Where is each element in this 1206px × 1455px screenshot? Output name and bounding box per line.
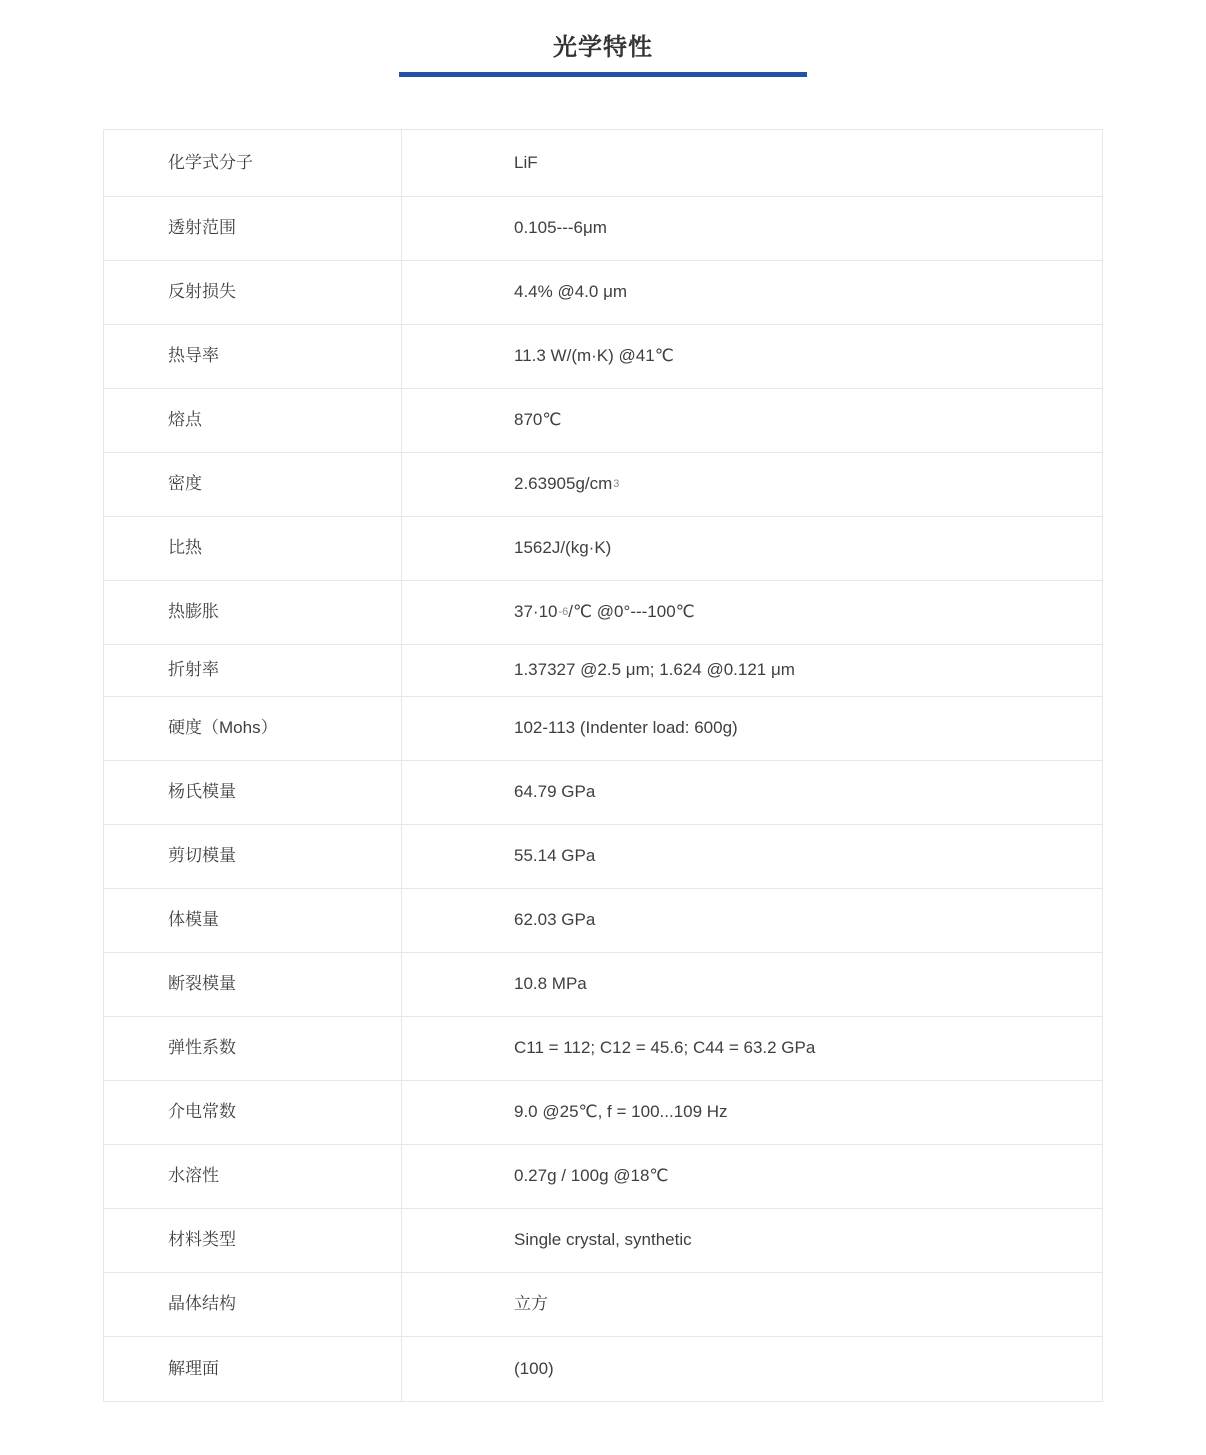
property-value: 62.03 GPa (514, 910, 596, 930)
table-row (104, 1209, 1102, 1273)
property-name: 杨氏模量 (104, 761, 402, 824)
table-row (104, 1145, 1102, 1209)
property-value: 10.8 MPa (514, 974, 587, 994)
title-underline-divider (399, 72, 807, 77)
property-value: 4.4% @4.0 μm (514, 282, 628, 302)
table-row (104, 825, 1102, 889)
property-name: 密度 (104, 453, 402, 516)
property-value: LiF (514, 152, 538, 172)
property-name: 剪切模量 (104, 825, 402, 888)
property-value: C11 = 112; C12 = 45.6; C44 = 63.2 GPa (514, 1038, 816, 1058)
property-value: 37·10 $^{-6}$ /℃ @0°---100℃ (514, 602, 695, 622)
property-value: 1.37327 @2.5 μm; 1.624 @0.121 μm (514, 660, 795, 680)
property-value: 102-113 (Indenter load: 600g) (514, 718, 738, 738)
table-row (104, 389, 1102, 453)
property-name: 材料类型 (104, 1209, 402, 1272)
property-value: 55.14 GPa (514, 846, 596, 866)
property-value: 0.27g / 100g @18℃ (514, 1166, 669, 1186)
property-name: 热膨胀 (104, 581, 402, 644)
property-value: Single crystal, synthetic (514, 1230, 692, 1250)
property-name: 水溶性 (104, 1145, 402, 1208)
property-value: 9.0 @25℃, f = 100...109 Hz (514, 1102, 728, 1122)
property-value: 1562J/(kg·K) (514, 538, 612, 558)
table-row (104, 453, 1102, 517)
table-row (104, 581, 1102, 645)
property-name: 反射损失 (104, 261, 402, 324)
table-row (104, 1081, 1102, 1145)
property-name: 比热 (104, 517, 402, 580)
page-title: 光学特性 (553, 34, 653, 61)
property-name: 折射率 (104, 645, 402, 696)
property-value: 11.3 W/(m·K) @41℃ (514, 346, 674, 366)
property-value: (100) (514, 1358, 554, 1378)
property-value: 0.105---6μm (514, 218, 607, 238)
property-name: 熔点 (104, 389, 402, 452)
property-value: 立方 (514, 1294, 548, 1314)
property-value: 2.63905g/cm $^3$ (514, 474, 620, 494)
property-name: 断裂模量 (104, 953, 402, 1016)
property-name: 体模量 (104, 889, 402, 952)
table-row (104, 953, 1102, 1017)
property-name: 热导率 (104, 325, 402, 388)
property-name: 弹性系数 (104, 1017, 402, 1080)
table-row (104, 761, 1102, 825)
properties-table (103, 129, 1103, 1402)
property-name: 透射范围 (104, 197, 402, 260)
table-row (104, 889, 1102, 953)
table-row (104, 325, 1102, 389)
table-row (104, 517, 1102, 581)
section-header (0, 0, 1206, 77)
property-name: 硬度（Mohs） (104, 697, 402, 760)
table-row (104, 1273, 1102, 1337)
table-row (104, 1337, 1102, 1401)
table-row (104, 261, 1102, 325)
property-value: 870℃ (514, 410, 562, 430)
property-name: 介电常数 (104, 1081, 402, 1144)
property-name: 解理面 (104, 1337, 402, 1401)
table-row (104, 697, 1102, 761)
table-row (104, 197, 1102, 261)
property-value: 64.79 GPa (514, 782, 596, 802)
table-row (104, 130, 1102, 197)
property-name: 化学式分子 (104, 130, 402, 196)
table-row (104, 1017, 1102, 1081)
table-row (104, 645, 1102, 697)
property-name: 晶体结构 (104, 1273, 402, 1336)
